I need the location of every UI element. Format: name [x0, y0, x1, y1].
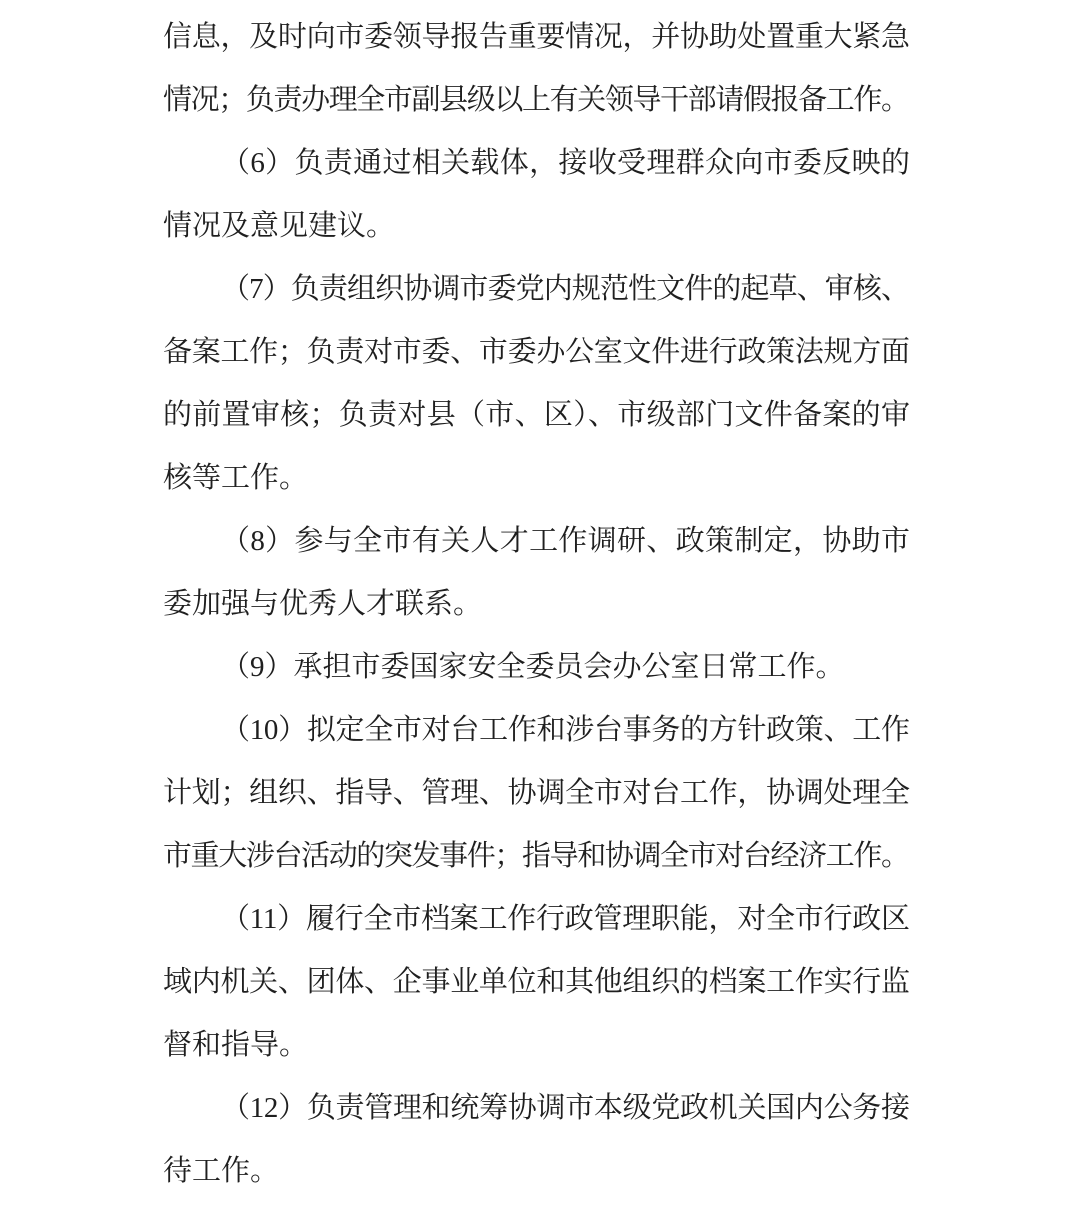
text-line-content: 计划；组织、指导、管理、协调全市对台工作，协调处理全 — [163, 777, 910, 809]
text-line — [163, 1014, 910, 1077]
text-line — [163, 447, 910, 510]
document-body — [163, 6, 910, 1203]
text-line-content: 的前置审核；负责对县（市、区）、市级部门文件备案的审 — [163, 399, 911, 431]
text-line — [163, 384, 910, 447]
text-line — [163, 636, 910, 699]
text-line-content: 情况及意见建议。 — [163, 210, 396, 242]
text-line — [163, 1077, 910, 1140]
text-line-content: 域内机关、团体、企事业单位和其他组织的档案工作实行监 — [163, 966, 910, 998]
text-line-content: 核等工作。 — [163, 462, 309, 494]
text-line-content: （6）负责通过相关载体，接收受理群众向市委反映的 — [221, 147, 911, 179]
text-line-content: （12）负责管理和统筹协调市本级党政机关国内公务接 — [221, 1092, 910, 1124]
text-line-content: （7）负责组织协调市委党内规范性文件的起草、审核、 — [221, 273, 910, 305]
text-line — [163, 951, 910, 1014]
text-line-content: 待工作。 — [163, 1155, 280, 1187]
text-line-content: （10）拟定全市对台工作和涉台事务的方针政策、工作 — [221, 714, 910, 746]
text-line — [163, 1140, 910, 1203]
text-line — [163, 195, 910, 258]
text-line-content: 备案工作；负责对市委、市委办公室文件进行政策法规方面 — [163, 336, 910, 368]
text-line-content: 督和指导。 — [163, 1029, 309, 1061]
text-line-content: 情况；负责办理全市副县级以上有关领导干部请假报备工作。 — [163, 84, 909, 116]
text-line — [163, 321, 910, 384]
text-line — [163, 888, 910, 951]
text-line — [163, 510, 910, 573]
text-line — [163, 825, 910, 888]
text-line-content: 委加强与优秀人才联系。 — [163, 588, 483, 620]
text-line-content: 信息，及时向市委领导报告重要情况，并协助处置重大紧急 — [163, 21, 910, 53]
text-line — [163, 69, 910, 132]
text-line — [163, 762, 910, 825]
text-line — [163, 699, 910, 762]
text-line-content: （9）承担市委国家安全委员会办公室日常工作。 — [221, 651, 845, 683]
text-line-content: 市重大涉台活动的突发事件；指导和协调全市对台经济工作。 — [163, 840, 909, 872]
text-line — [163, 6, 910, 69]
text-line — [163, 573, 910, 636]
text-line — [163, 258, 910, 321]
text-line-content: （8）参与全市有关人才工作调研、政策制定，协助市 — [221, 525, 911, 557]
text-line — [163, 132, 910, 195]
text-line-content: （11）履行全市档案工作行政管理职能，对全市行政区 — [221, 903, 910, 935]
